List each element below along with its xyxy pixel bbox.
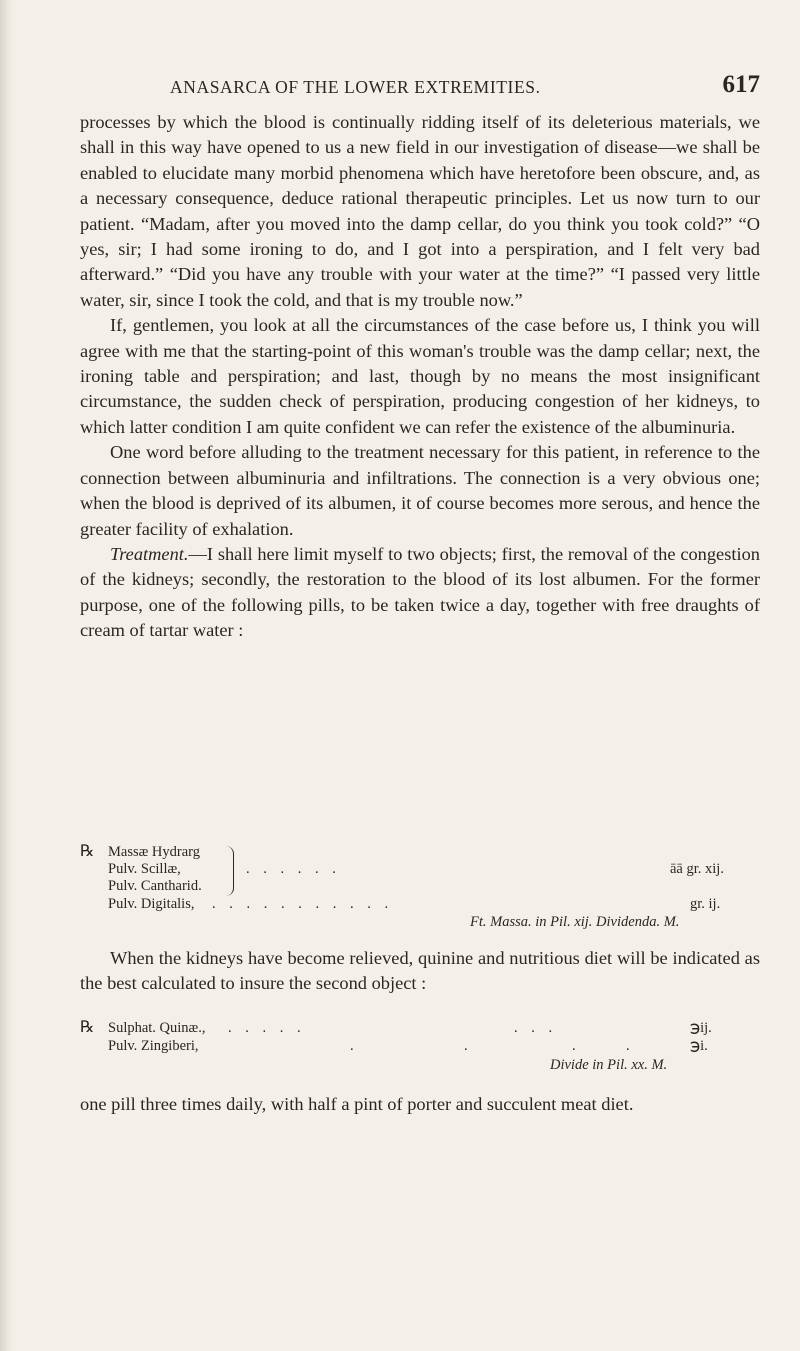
body-text [80, 110, 760, 644]
paragraph-6: one pill three times daily, with half a pint of porter and succulent meat diet. [80, 1094, 634, 1114]
paragraph-1: processes by which the blood is continually ridding itself of its deleterious materials, we shall in this way have opened to us a new field in our investigation of disease—we shall be enabled to elucidate many morbid phenomena which have heretofore been obscure, and, as a necessary consequence, deduce rational therapeutic principles. Let us now turn to our patient. “Madam, after you moved into the damp cellar, do you think you took cold?” “O yes, sir; I had some ironing to do, and I got into a perspiration, and I felt very bad afterward.” “Did you have any trouble with your water at the time?” “I passed very little water, sir, since I took the cold, and that is my trouble now.” [80, 112, 760, 310]
rx2-directions: Divide in Pil. xx. M. [550, 1057, 668, 1073]
rx1-item-1: Massæ Hydrarg [108, 844, 200, 860]
grouping-brace [226, 846, 234, 896]
rx2-amount-1: ℈ij. [690, 1020, 712, 1036]
rx1-item-4: Pulv. Digitalis, [108, 896, 195, 912]
rx1-leader-dots-2: . . . . . . . . . . . [212, 896, 394, 912]
rx2-item-1: Sulphat. Quinæ., [108, 1020, 206, 1036]
paragraph-6-block [80, 1092, 760, 1117]
recipe-symbol: ℞ [80, 843, 95, 860]
recipe-symbol: ℞ [80, 1019, 95, 1036]
prescription-1 [80, 844, 760, 940]
page-binding-shadow [0, 0, 14, 1351]
rx1-digitalis-amount: gr. ij. [690, 896, 721, 912]
rx1-item-3: Pulv. Cantharid. [108, 878, 202, 894]
rx2-leader-dots-4: . [464, 1038, 473, 1054]
rx1-grouped-amount: āā gr. xij. [670, 861, 724, 877]
paragraph-4-text: —I shall here limit myself to two objects; first, the removal of the congestion of the kidneys; secondly, the restoration to the blood of its lost albumen. For the former purpose, one of the following pills, to be taken twice a day, together with free draughts of cream of tartar water : [80, 543, 760, 641]
rx2-leader-dots-5: . [572, 1038, 581, 1054]
prescription-2 [80, 1020, 760, 1080]
rx1-leader-dots-1: . . . . . . [246, 861, 341, 877]
page-header [170, 71, 760, 103]
rx2-leader-dots-2: . . . [514, 1020, 558, 1036]
rx1-directions: Ft. Massa. in Pil. xij. Dividenda. M. [470, 914, 680, 930]
paragraph-5-block [80, 946, 760, 997]
rx2-leader-dots-3: . [350, 1038, 359, 1054]
rx2-amount-2: ℈i. [690, 1038, 708, 1054]
rx2-item-2: Pulv. Zingiberi, [108, 1038, 199, 1054]
rx1-item-2: Pulv. Scillæ, [108, 861, 181, 877]
paragraph-5: When the kidneys have become relieved, quinine and nutritious diet will be indicated as the best calculated to insure the second object : [80, 948, 760, 994]
page-number: 617 [722, 71, 760, 98]
paragraph-4 [80, 542, 760, 644]
rx2-leader-dots-6: . [626, 1038, 635, 1054]
treatment-heading: Treatment. [110, 543, 189, 564]
rx2-leader-dots-1: . . . . . [228, 1020, 306, 1036]
running-title: ANASARCA OF THE LOWER EXTREMITIES. [170, 77, 541, 97]
paragraph-3: One word before alluding to the treatment necessary for this patient, in reference to the connection between albuminuria and infiltrations. The connection is a very obvious one; when the blood is deprived of its albumen, it of course becomes more serous, and hence the greater facility of exhalation. [80, 442, 760, 539]
paragraph-2: If, gentlemen, you look at all the circumstances of the case before us, I think you will agree with me that the starting-point of this woman's trouble was the damp cellar; next, the ironing table and perspiration; and last, though by no means the most insignificant circumstance, the sudden check of perspiration, producing congestion of her kidneys, to which latter condition I am quite confident we can refer the existence of the albuminuria. [80, 315, 760, 437]
